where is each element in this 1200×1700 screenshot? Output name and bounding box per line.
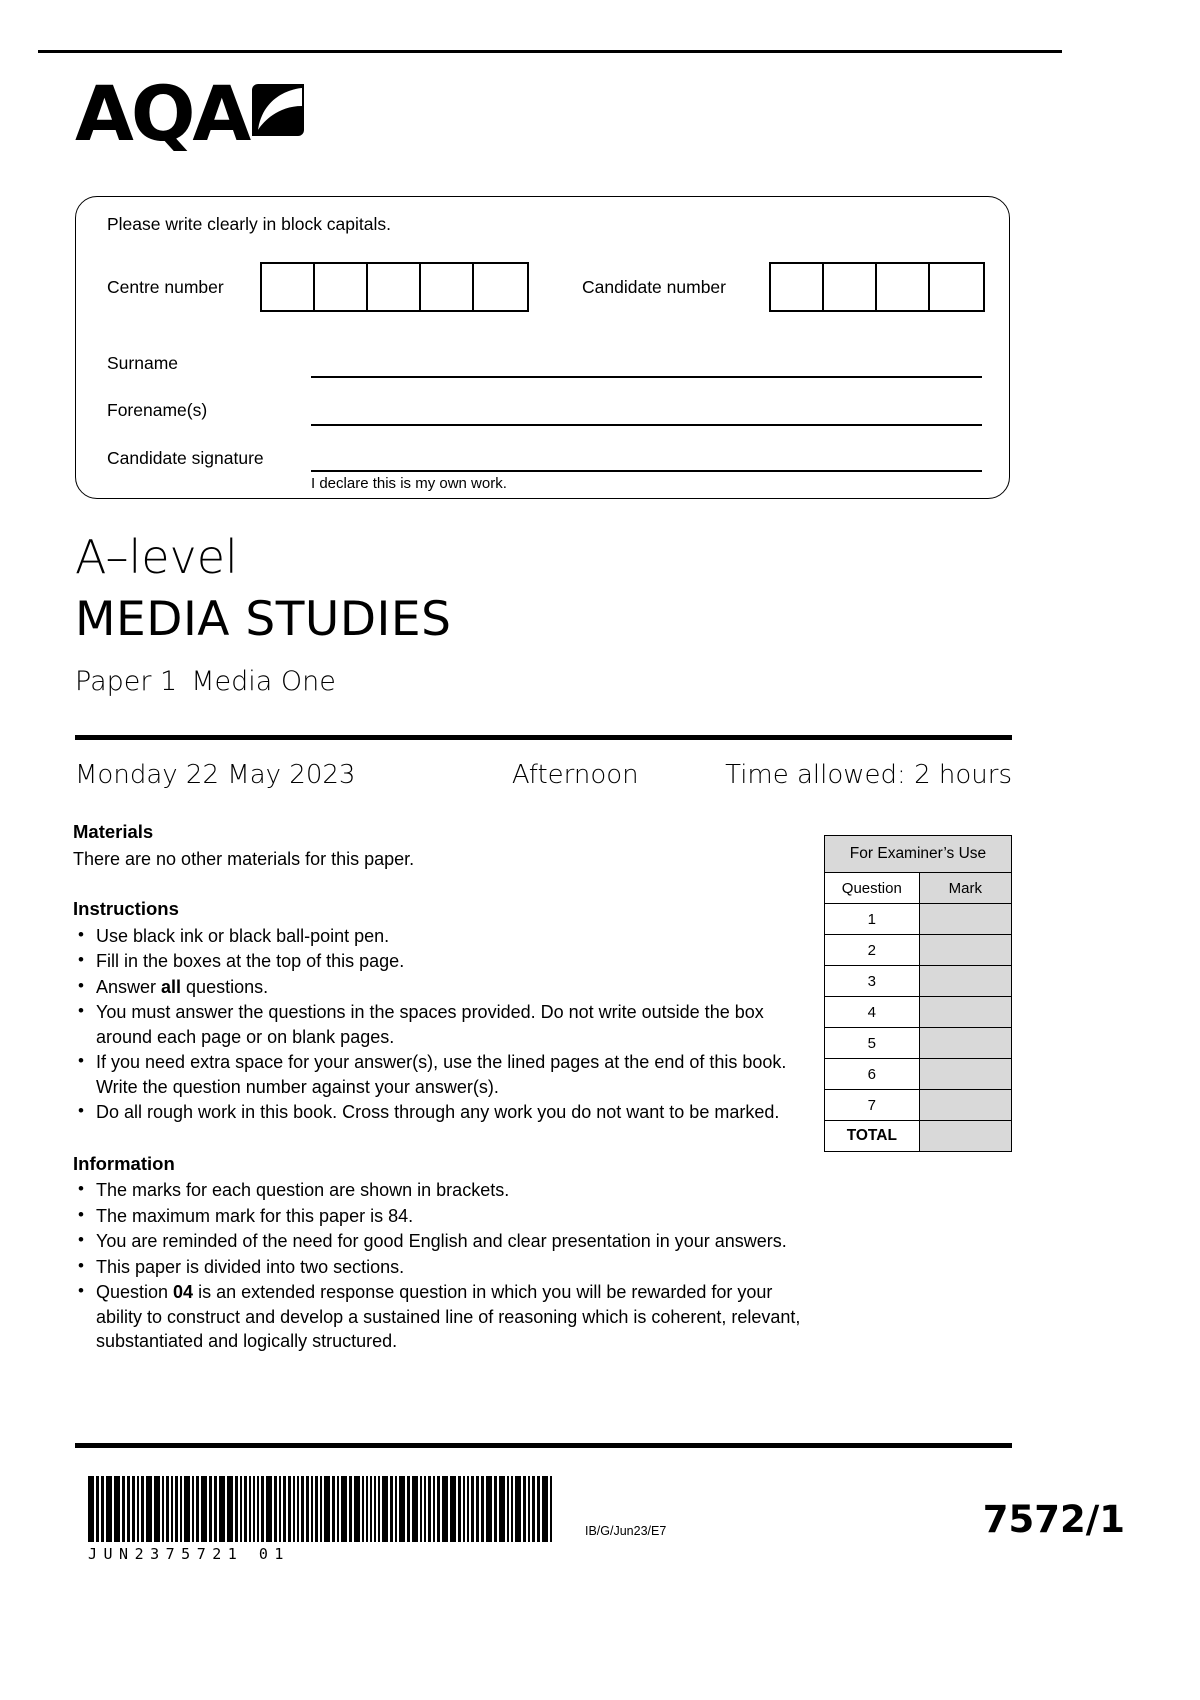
barcode-bar xyxy=(171,1476,173,1542)
barcode-bar xyxy=(515,1476,521,1542)
barcode-bar xyxy=(297,1476,299,1542)
barcode-bar xyxy=(249,1476,251,1542)
instruction-item: • You must answer the questions in the spaces provided. Do not write outside the box around each page or on blank pages. xyxy=(73,1000,803,1049)
mark-input[interactable] xyxy=(919,935,1011,966)
barcode-bar xyxy=(407,1476,410,1542)
materials-heading: Materials xyxy=(73,821,154,842)
total-label: TOTAL xyxy=(825,1121,920,1152)
question-number: 2 xyxy=(825,935,920,966)
information-item: • The maximum mark for this paper is 84. xyxy=(73,1204,803,1229)
information-list xyxy=(73,1178,803,1354)
barcode-bar xyxy=(494,1476,497,1542)
barcode-bar xyxy=(542,1476,548,1542)
barcode-bar xyxy=(428,1476,431,1542)
barcode-bar xyxy=(283,1476,286,1542)
information-item: • This paper is divided into two sections. xyxy=(73,1255,803,1280)
barcode-bar xyxy=(399,1476,405,1542)
barcode-bar xyxy=(362,1476,364,1542)
aqa-logo xyxy=(75,69,304,158)
barcode-bar xyxy=(301,1476,304,1542)
barcode-bar xyxy=(137,1476,139,1542)
column-header-question: Question xyxy=(825,873,920,904)
exam-date: Monday 22 May 2023 xyxy=(75,760,356,790)
barcode-bar xyxy=(114,1476,120,1542)
instruction-item: • If you need extra space for your answer(s), use the lined pages at the end of this book. Write the question number against your answer(s). xyxy=(73,1050,803,1099)
instructions-list xyxy=(73,924,803,1125)
barcode-bar xyxy=(499,1476,505,1542)
instructions-heading: Instructions xyxy=(73,898,179,919)
forenames-field[interactable] xyxy=(311,424,982,426)
barcode-bar xyxy=(528,1476,530,1542)
total-mark-input[interactable] xyxy=(919,1121,1011,1152)
mark-input[interactable] xyxy=(919,904,1011,935)
mark-input[interactable] xyxy=(919,1090,1011,1121)
candidate-signature-field[interactable] xyxy=(311,470,982,472)
barcode-bar xyxy=(88,1476,94,1542)
barcode-bar xyxy=(166,1476,169,1542)
barcode-bar xyxy=(374,1476,376,1542)
title-divider xyxy=(75,735,1012,740)
centre-number-input[interactable] xyxy=(260,262,529,312)
mark-input[interactable] xyxy=(919,966,1011,997)
question-number: 3 xyxy=(825,966,920,997)
table-row xyxy=(825,873,1012,904)
barcode-bar xyxy=(320,1476,322,1542)
declaration-text: I declare this is my own work. xyxy=(311,475,507,492)
barcode-bar xyxy=(201,1476,207,1542)
centre-number-label: Centre number xyxy=(107,277,224,297)
barcode-bar xyxy=(240,1476,242,1542)
barcode-bar xyxy=(511,1476,513,1542)
barcode-bar xyxy=(476,1476,479,1542)
table-row xyxy=(825,997,1012,1028)
barcode-bar xyxy=(244,1476,247,1542)
barcode-bar xyxy=(146,1476,152,1542)
barcode-bar xyxy=(458,1476,461,1542)
barcode-bar xyxy=(219,1476,225,1542)
barcode-bar xyxy=(424,1476,426,1542)
mark-input[interactable] xyxy=(919,997,1011,1028)
forenames-label: Forename(s) xyxy=(107,400,208,420)
barcode-bar xyxy=(450,1476,456,1542)
barcode-bar xyxy=(101,1476,104,1542)
barcode-bar xyxy=(467,1476,469,1542)
information-item: • Question 04 is an extended response question in which you will be rewarded for your ability to construct and develop a sustained line of reasoning which is coherent, relevant, substantiated and logically structured. xyxy=(73,1280,803,1354)
mark-input[interactable] xyxy=(919,1028,1011,1059)
leaf-icon xyxy=(252,84,304,141)
paper-number: Paper 1 xyxy=(75,666,178,697)
table-row xyxy=(825,1090,1012,1121)
barcode-bar xyxy=(550,1476,552,1542)
question-number: 1 xyxy=(825,904,920,935)
examiner-table-title: For Examiner’s Use xyxy=(825,836,1012,873)
instruction-item: • Fill in the boxes at the top of this page. xyxy=(73,949,803,974)
barcode-bar xyxy=(349,1476,352,1542)
barcode-bar xyxy=(437,1476,440,1542)
barcode-bar xyxy=(141,1476,144,1542)
exam-meta-row xyxy=(75,760,1012,790)
paper-title xyxy=(75,666,336,697)
barcode-bar xyxy=(523,1476,526,1542)
surname-label: Surname xyxy=(107,353,179,373)
barcode-bar xyxy=(315,1476,318,1542)
barcode-bar xyxy=(257,1476,259,1542)
cover-body xyxy=(73,820,803,1355)
barcode-bar xyxy=(324,1476,330,1542)
barcode-bar xyxy=(261,1476,264,1542)
instruction-item: • Use black ink or black ball-point pen. xyxy=(73,924,803,949)
barcode-bar xyxy=(227,1476,233,1542)
top-divider xyxy=(38,50,1062,53)
candidate-number-input[interactable] xyxy=(769,262,985,312)
question-number: 7 xyxy=(825,1090,920,1121)
barcode-bar xyxy=(507,1476,509,1542)
barcode xyxy=(88,1476,554,1542)
paper-name: Media One xyxy=(191,666,336,697)
question-number: 6 xyxy=(825,1059,920,1090)
barcode-bar xyxy=(332,1476,335,1542)
barcode-bar xyxy=(253,1476,255,1542)
table-row xyxy=(825,1059,1012,1090)
information-item: • The marks for each question are shown in brackets. xyxy=(73,1178,803,1203)
barcode-bar xyxy=(433,1476,435,1542)
table-row xyxy=(825,935,1012,966)
barcode-bar xyxy=(341,1476,347,1542)
barcode-bar xyxy=(442,1476,448,1542)
information-heading: Information xyxy=(73,1152,175,1174)
barcode-bar xyxy=(266,1476,272,1542)
centre-number-cell[interactable] xyxy=(262,264,315,310)
barcode-bar xyxy=(127,1476,130,1542)
table-row xyxy=(825,836,1012,873)
barcode-bar xyxy=(370,1476,372,1542)
centre-number-cell[interactable] xyxy=(421,264,474,310)
barcode-bar xyxy=(337,1476,339,1542)
subject-title: MEDIA STUDIES xyxy=(75,592,452,647)
barcode-bar xyxy=(154,1476,160,1542)
barcode-bar xyxy=(537,1476,540,1542)
question-number: 5 xyxy=(825,1028,920,1059)
barcode-bar xyxy=(395,1476,397,1542)
examiner-use-table xyxy=(824,835,1012,1152)
barcode-bar xyxy=(532,1476,535,1542)
exam-time-allowed: Time allowed: 2 hours xyxy=(725,760,1012,790)
barcode-bar xyxy=(106,1476,112,1542)
candidate-number-cell[interactable] xyxy=(824,264,877,310)
candidate-number-cell[interactable] xyxy=(877,264,930,310)
barcode-bar xyxy=(382,1476,388,1542)
information-item: • You are reminded of the need for good English and clear presentation in your answers. xyxy=(73,1229,803,1254)
barcode-digits: JUN2375721 01 xyxy=(88,1545,290,1563)
centre-number-cell[interactable] xyxy=(315,264,368,310)
barcode-bar xyxy=(214,1476,217,1542)
barcode-bar xyxy=(235,1476,238,1542)
barcode-bar xyxy=(132,1476,135,1542)
centre-number-cell[interactable] xyxy=(368,264,421,310)
candidate-number-label: Candidate number xyxy=(582,277,726,297)
centre-number-cell[interactable] xyxy=(474,264,527,310)
barcode-bar xyxy=(471,1476,474,1542)
surname-field[interactable] xyxy=(311,376,982,378)
block-capitals-note: Please write clearly in block capitals. xyxy=(107,214,392,234)
question-number: 4 xyxy=(825,997,920,1028)
instruction-item: • Do all rough work in this book. Cross through any work you do not want to be marked. xyxy=(73,1100,803,1125)
barcode-bar xyxy=(209,1476,212,1542)
barcode-bar xyxy=(486,1476,492,1542)
qualification-level: A–level xyxy=(75,530,238,584)
ib-reference-code: IB/G/Jun23/E7 xyxy=(585,1524,667,1538)
barcode-bar xyxy=(306,1476,309,1542)
barcode-bar xyxy=(196,1476,199,1542)
barcode-bar xyxy=(184,1476,190,1542)
barcode-bar xyxy=(354,1476,360,1542)
candidate-number-cell[interactable] xyxy=(930,264,983,310)
barcode-bar xyxy=(288,1476,291,1542)
barcode-bar xyxy=(481,1476,484,1542)
barcode-bar xyxy=(311,1476,313,1542)
barcode-bar xyxy=(96,1476,99,1542)
column-header-mark: Mark xyxy=(919,873,1011,904)
candidate-number-cell[interactable] xyxy=(771,264,824,310)
table-row xyxy=(825,1028,1012,1059)
barcode-bar xyxy=(122,1476,125,1542)
barcode-bar xyxy=(390,1476,393,1542)
barcode-bar xyxy=(366,1476,368,1542)
table-row xyxy=(825,1121,1012,1152)
barcode-bar xyxy=(175,1476,178,1542)
table-row xyxy=(825,966,1012,997)
barcode-bar xyxy=(463,1476,465,1542)
aqa-logo-text: AQA xyxy=(75,69,249,158)
candidate-signature-label: Candidate signature xyxy=(107,448,264,468)
paper-code: 7572/1 xyxy=(982,1498,1125,1541)
footer-divider xyxy=(75,1443,1012,1448)
instruction-item: • Answer all questions. xyxy=(73,975,803,1000)
mark-input[interactable] xyxy=(919,1059,1011,1090)
materials-text: There are no other materials for this paper. xyxy=(73,848,415,869)
barcode-bar xyxy=(192,1476,194,1542)
barcode-bar xyxy=(180,1476,182,1542)
barcode-bar xyxy=(279,1476,281,1542)
barcode-bar xyxy=(420,1476,422,1542)
barcode-bar xyxy=(293,1476,295,1542)
barcode-bar xyxy=(274,1476,277,1542)
barcode-bar xyxy=(412,1476,418,1542)
barcode-bar xyxy=(378,1476,380,1542)
exam-session: Afternoon xyxy=(511,760,639,790)
table-row xyxy=(825,904,1012,935)
barcode-bar xyxy=(162,1476,164,1542)
